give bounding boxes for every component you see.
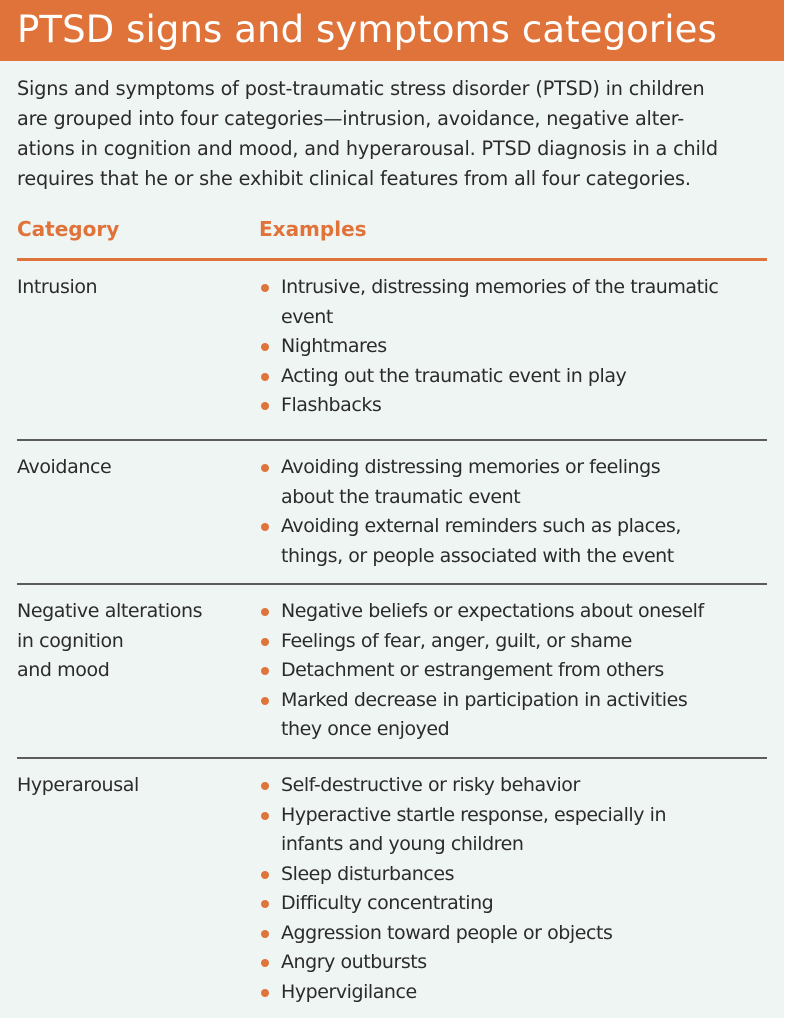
bullet-icon	[261, 812, 269, 820]
title-bar	[0, 0, 784, 61]
list-item	[281, 860, 767, 890]
symptoms-table	[17, 210, 767, 1019]
category-label: Avoidance	[17, 456, 112, 478]
list-item	[281, 889, 767, 919]
bullet-icon	[261, 608, 269, 616]
example-text: Avoiding distressing memories or feelings	[281, 456, 661, 478]
list-item	[281, 512, 767, 571]
category-cell	[17, 453, 247, 483]
example-text: Difficulty concentrating	[281, 892, 494, 914]
example-text: Aggression toward people or objects	[281, 921, 613, 944]
bullet-icon	[261, 871, 269, 879]
list-item	[281, 362, 767, 392]
list-item	[281, 656, 767, 686]
example-text: they once enjoyed	[281, 718, 450, 740]
example-text: event	[281, 305, 333, 328]
example-text: about the traumatic event	[281, 485, 521, 508]
example-text: Avoiding external reminders such as places,	[281, 515, 681, 537]
list-item	[281, 627, 767, 657]
intro-line: are grouped into four categories—intrusion, avoidance, negative alter-	[17, 107, 685, 130]
list-item	[281, 273, 767, 332]
list-item	[281, 948, 767, 978]
bullet-icon	[261, 667, 269, 675]
table-row-hyperarousal	[17, 759, 767, 1019]
example-text: Intrusive, distressing memories of the traumatic	[281, 276, 719, 298]
list-item	[281, 978, 767, 1008]
category-label: in cognition	[17, 629, 124, 652]
list-item	[281, 453, 767, 512]
example-text: Nightmares	[281, 335, 387, 357]
category-label: Negative alterations	[17, 600, 203, 622]
table-header	[17, 210, 767, 261]
example-text: Hypervigilance	[281, 980, 417, 1003]
example-text: Hyperactive startle response, especially in	[281, 803, 667, 826]
category-cell	[17, 273, 247, 303]
list-item	[281, 801, 767, 860]
bullet-icon	[261, 402, 269, 410]
column-header-examples: Examples	[259, 217, 367, 241]
example-text: Self-destructive or risky behavior	[281, 774, 580, 796]
list-item	[281, 686, 767, 745]
bullet-icon	[261, 900, 269, 908]
example-text: Negative beliefs or expectations about oneself	[281, 600, 704, 622]
bullet-icon	[261, 697, 269, 705]
bullet-icon	[261, 343, 269, 351]
category-label: and mood	[17, 659, 110, 681]
bullet-icon	[261, 930, 269, 938]
list-item	[281, 919, 767, 949]
column-header-category: Category	[17, 217, 120, 241]
example-text: things, or people associated with the event	[281, 544, 674, 567]
example-text: Acting out the traumatic event in play	[281, 364, 627, 387]
example-text: Sleep disturbances	[281, 862, 455, 885]
list-item	[281, 771, 767, 801]
intro-line: requires that he or she exhibit clinical features from all four categories.	[17, 167, 691, 190]
intro-line: ations in cognition and mood, and hyperarousal. PTSD diagnosis in a child	[17, 137, 718, 160]
category-label: Intrusion	[17, 276, 98, 298]
category-label: Hyperarousal	[17, 774, 139, 796]
example-text: Feelings of fear, anger, guilt, or shame	[281, 629, 632, 652]
example-text: Flashbacks	[281, 394, 382, 416]
table-row-negative-alterations	[17, 585, 767, 759]
bullet-icon	[261, 638, 269, 646]
list-item	[281, 597, 767, 627]
bullet-icon	[261, 373, 269, 381]
intro-paragraph	[17, 74, 777, 194]
category-cell	[17, 771, 247, 801]
example-text: infants and young children	[281, 833, 524, 855]
example-text: Marked decrease in participation in activities	[281, 688, 688, 711]
category-cell	[17, 597, 247, 686]
table-row-intrusion	[17, 261, 767, 441]
list-item	[281, 391, 767, 421]
intro-line: Signs and symptoms of post-traumatic stress disorder (PTSD) in children	[17, 77, 705, 100]
list-item	[281, 332, 767, 362]
example-text: Detachment or estrangement from others	[281, 659, 664, 681]
bullet-icon	[261, 989, 269, 997]
table-row-avoidance	[17, 441, 767, 585]
example-text: Angry outbursts	[281, 951, 427, 973]
bullet-icon	[261, 464, 269, 472]
bullet-icon	[261, 782, 269, 790]
page-title: PTSD signs and symptoms categories	[17, 8, 717, 51]
bullet-icon	[261, 959, 269, 967]
bullet-icon	[261, 284, 269, 292]
bullet-icon	[261, 523, 269, 531]
